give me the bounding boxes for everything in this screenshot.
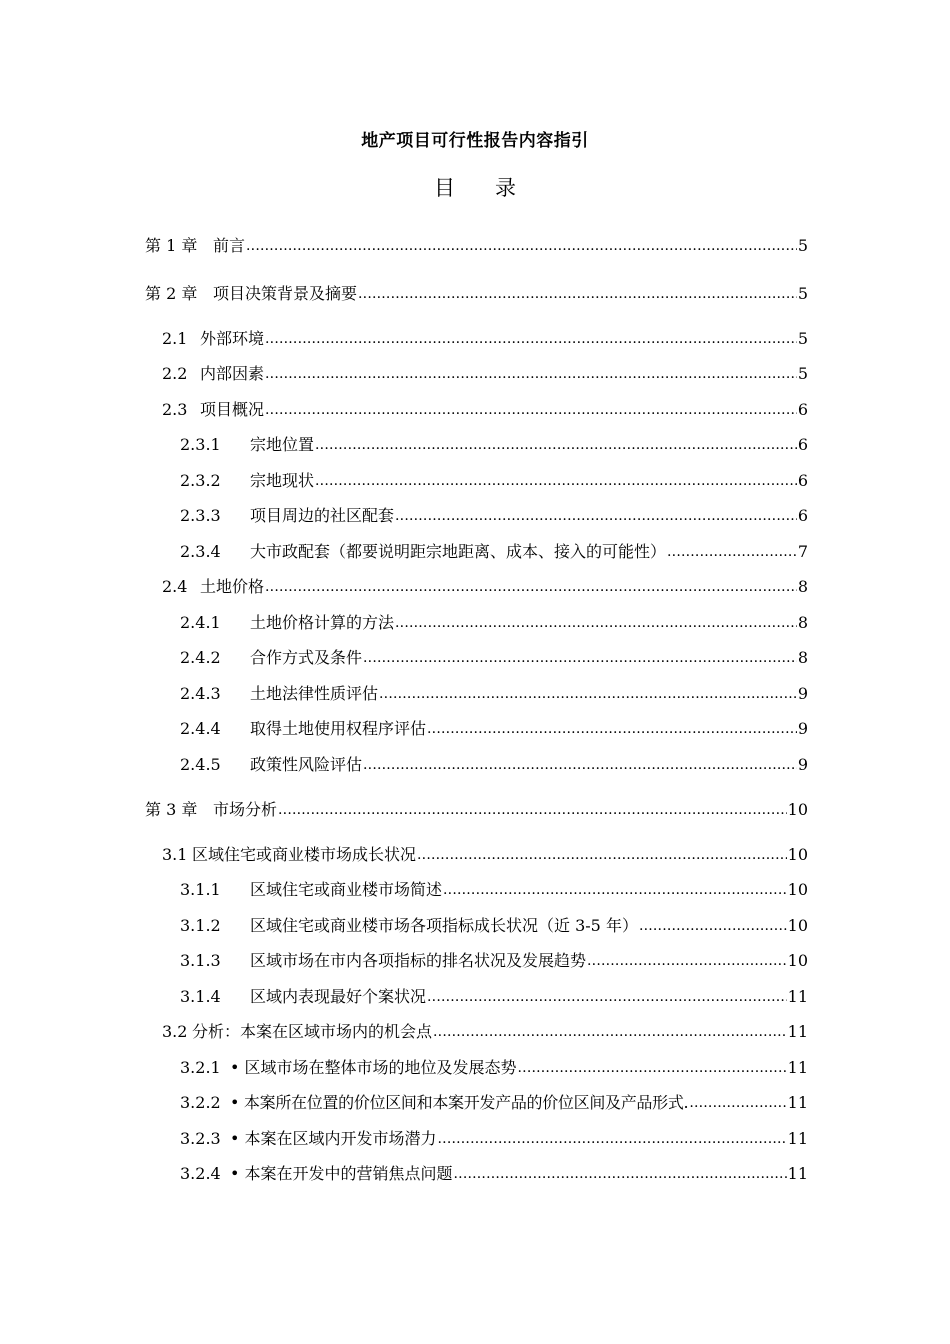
toc-entry-page: 6 xyxy=(797,400,808,419)
toc-entry-title: 合作方式及条件 xyxy=(250,648,363,667)
toc-entry[interactable] xyxy=(180,751,808,775)
toc-entry[interactable] xyxy=(180,1125,808,1149)
toc-entry[interactable] xyxy=(180,431,808,455)
toc-entry-title: 区域住宅或商业楼市场简述 xyxy=(250,880,443,899)
toc-entry-page: 10 xyxy=(787,880,808,899)
toc-entry-page: 10 xyxy=(787,951,808,970)
toc-entry[interactable] xyxy=(180,876,808,900)
toc-entry-page: 11 xyxy=(787,1022,808,1041)
toc-entry[interactable] xyxy=(180,1089,808,1113)
toc-leader-dots xyxy=(427,719,797,739)
toc-leader-dots xyxy=(358,284,797,304)
toc-entry-title: 分析：本案在区域市场内的机会点 xyxy=(192,1022,433,1041)
toc-entry-number: 第 1 章 xyxy=(145,236,198,255)
toc-entry-title: • 本案所在位置的价位区间和本案开发产品的价位区间及产品形式. xyxy=(230,1093,689,1112)
toc-heading-right: 录 xyxy=(495,176,516,200)
toc-entry-title: 土地法律性质评估 xyxy=(250,684,379,703)
toc-entry[interactable] xyxy=(180,467,808,491)
toc-entry-title: 项目概况 xyxy=(200,400,265,419)
toc-entry-page: 6 xyxy=(797,506,808,525)
toc-leader-dots xyxy=(417,845,787,865)
toc-entry-number: 2.4.4 xyxy=(180,719,221,738)
toc-leader-dots xyxy=(315,435,797,455)
toc-entry-page: 11 xyxy=(787,1093,808,1112)
toc-entry-number: 2.3.1 xyxy=(180,435,221,454)
toc-entry-title: 土地价格 xyxy=(200,577,265,596)
toc-leader-dots xyxy=(689,1093,786,1113)
toc-entry-page: 5 xyxy=(797,329,808,348)
toc-entry[interactable] xyxy=(180,715,808,739)
toc-entry[interactable] xyxy=(180,947,808,971)
toc-entry-title: • 本案在区域内开发市场潜力 xyxy=(230,1129,437,1148)
toc-entry-page: 9 xyxy=(797,755,808,774)
toc-heading xyxy=(0,172,950,202)
toc-entry[interactable] xyxy=(162,360,808,384)
toc-entry-title: 宗地位置 xyxy=(250,435,315,454)
toc-entry-page: 11 xyxy=(787,1129,808,1148)
toc-entry[interactable] xyxy=(180,644,808,668)
toc-entry-number: 3.1.2 xyxy=(180,916,221,935)
toc-entry-page: 10 xyxy=(787,845,808,864)
toc-entry[interactable] xyxy=(180,680,808,704)
toc-entry-page: 8 xyxy=(797,648,808,667)
toc-leader-dots xyxy=(667,542,797,562)
document-title: 地产项目可行性报告内容指引 xyxy=(361,131,589,151)
toc-entry-title: 取得土地使用权程序评估 xyxy=(250,719,427,738)
toc-entry-page: 5 xyxy=(797,236,808,255)
toc-entry-page: 7 xyxy=(797,542,808,561)
toc-entry-number: 2.4.3 xyxy=(180,684,221,703)
toc-entry[interactable] xyxy=(145,280,808,304)
toc-entry[interactable] xyxy=(145,232,808,256)
toc-entry-page: 10 xyxy=(787,800,808,819)
toc-leader-dots xyxy=(587,951,787,971)
toc-entry-page: 11 xyxy=(787,987,808,1006)
toc-entry-title: 外部环境 xyxy=(200,329,265,348)
toc-entry-number: 第 3 章 xyxy=(145,800,198,819)
toc-entry-number: 2.1 xyxy=(162,329,188,348)
toc-entry-number: 3.2.2 xyxy=(180,1093,221,1112)
toc-leader-dots xyxy=(278,800,787,820)
toc-entry-title: 区域市场在市内各项指标的排名状况及发展趋势 xyxy=(250,951,587,970)
toc-entry[interactable] xyxy=(162,325,808,349)
toc-entry-number: 2.4 xyxy=(162,577,188,596)
toc-entry-number: 3.1.1 xyxy=(180,880,221,899)
toc-entry-page: 10 xyxy=(787,916,808,935)
toc-entry-number: 3.1.3 xyxy=(180,951,221,970)
toc-entry-page: 8 xyxy=(797,577,808,596)
toc-entry-number: 2.3 xyxy=(162,400,188,419)
toc-entry-number: 2.4.1 xyxy=(180,613,221,632)
toc-entry[interactable] xyxy=(180,538,808,562)
toc-leader-dots xyxy=(395,506,797,526)
toc-entry[interactable] xyxy=(180,912,808,936)
toc-leader-dots xyxy=(315,471,797,491)
toc-leader-dots xyxy=(265,364,797,384)
toc-entry-page: 8 xyxy=(797,613,808,632)
toc-entry-title: 区域内表现最好个案状况 xyxy=(250,987,427,1006)
toc-entry-title: 内部因素 xyxy=(200,364,265,383)
toc-leader-dots xyxy=(265,329,797,349)
toc-entry-title: • 本案在开发中的营销焦点问题 xyxy=(230,1164,453,1183)
toc-entry-number: 2.2 xyxy=(162,364,188,383)
toc-leader-dots xyxy=(363,648,797,668)
toc-entry-title: • 区域市场在整体市场的地位及发展态势 xyxy=(230,1058,517,1077)
toc-leader-dots xyxy=(639,916,787,936)
toc-entry-title: 区域住宅或商业楼市场成长状况 xyxy=(192,845,417,864)
toc-leader-dots xyxy=(443,880,787,900)
toc-entry-title: 前言 xyxy=(213,236,246,255)
toc-entry[interactable] xyxy=(162,841,808,865)
toc-entry-number: 3.1.4 xyxy=(180,987,221,1006)
toc-entry[interactable] xyxy=(145,796,808,820)
toc-entry[interactable] xyxy=(180,1160,808,1184)
toc-entry-page: 9 xyxy=(797,684,808,703)
toc-entry[interactable] xyxy=(180,1054,808,1078)
toc-leader-dots xyxy=(518,1058,787,1078)
toc-leader-dots xyxy=(433,1022,787,1042)
toc-entry-title: 项目决策背景及摘要 xyxy=(213,284,358,303)
toc-entry-number: 2.4.2 xyxy=(180,648,221,667)
toc-entry-title: 项目周边的社区配套 xyxy=(250,506,395,525)
toc-entry-title: 区域住宅或商业楼市场各项指标成长状况（近 3-5 年） xyxy=(250,916,638,935)
toc-entry-title: 土地价格计算的方法 xyxy=(250,613,395,632)
toc-entry-number: 3.1 xyxy=(162,845,188,864)
toc-entry-number: 3.2 xyxy=(162,1022,188,1041)
toc-leader-dots xyxy=(427,987,787,1007)
toc-entry-number: 3.2.1 xyxy=(180,1058,221,1077)
toc-entry[interactable] xyxy=(180,502,808,526)
toc-heading-left: 目 xyxy=(434,176,455,200)
toc-leader-dots xyxy=(246,236,797,256)
toc-leader-dots xyxy=(265,577,797,597)
toc-entry-page: 11 xyxy=(787,1164,808,1183)
toc-entry-number: 3.2.4 xyxy=(180,1164,221,1183)
toc-entry-number: 3.2.3 xyxy=(180,1129,221,1148)
toc-entry-page: 11 xyxy=(787,1058,808,1077)
toc-entry-number: 2.3.4 xyxy=(180,542,221,561)
toc-entry[interactable] xyxy=(162,396,808,420)
toc-leader-dots xyxy=(454,1164,787,1184)
toc-entry[interactable] xyxy=(180,609,808,633)
toc-entry[interactable] xyxy=(162,1018,808,1042)
toc-leader-dots xyxy=(395,613,797,633)
toc-entry-number: 第 2 章 xyxy=(145,284,198,303)
toc-entry-page: 9 xyxy=(797,719,808,738)
toc-leader-dots xyxy=(379,684,797,704)
toc-entry-number: 2.3.2 xyxy=(180,471,221,490)
toc-entry-title: 政策性风险评估 xyxy=(250,755,363,774)
toc-entry[interactable] xyxy=(180,983,808,1007)
toc-entry-title: 市场分析 xyxy=(213,800,278,819)
toc-entry-title: 大市政配套（都要说明距宗地距离、成本、接入的可能性） xyxy=(250,542,667,561)
toc-leader-dots xyxy=(363,755,797,775)
toc-entry-page: 5 xyxy=(797,364,808,383)
toc-leader-dots xyxy=(265,400,797,420)
toc-entry[interactable] xyxy=(162,573,808,597)
toc-entry-page: 5 xyxy=(797,284,808,303)
toc-entry-number: 2.3.3 xyxy=(180,506,221,525)
toc-entry-page: 6 xyxy=(797,435,808,454)
toc-entry-title: 宗地现状 xyxy=(250,471,315,490)
toc-entry-page: 6 xyxy=(797,471,808,490)
toc-leader-dots xyxy=(438,1129,787,1149)
toc-entry-number: 2.4.5 xyxy=(180,755,221,774)
